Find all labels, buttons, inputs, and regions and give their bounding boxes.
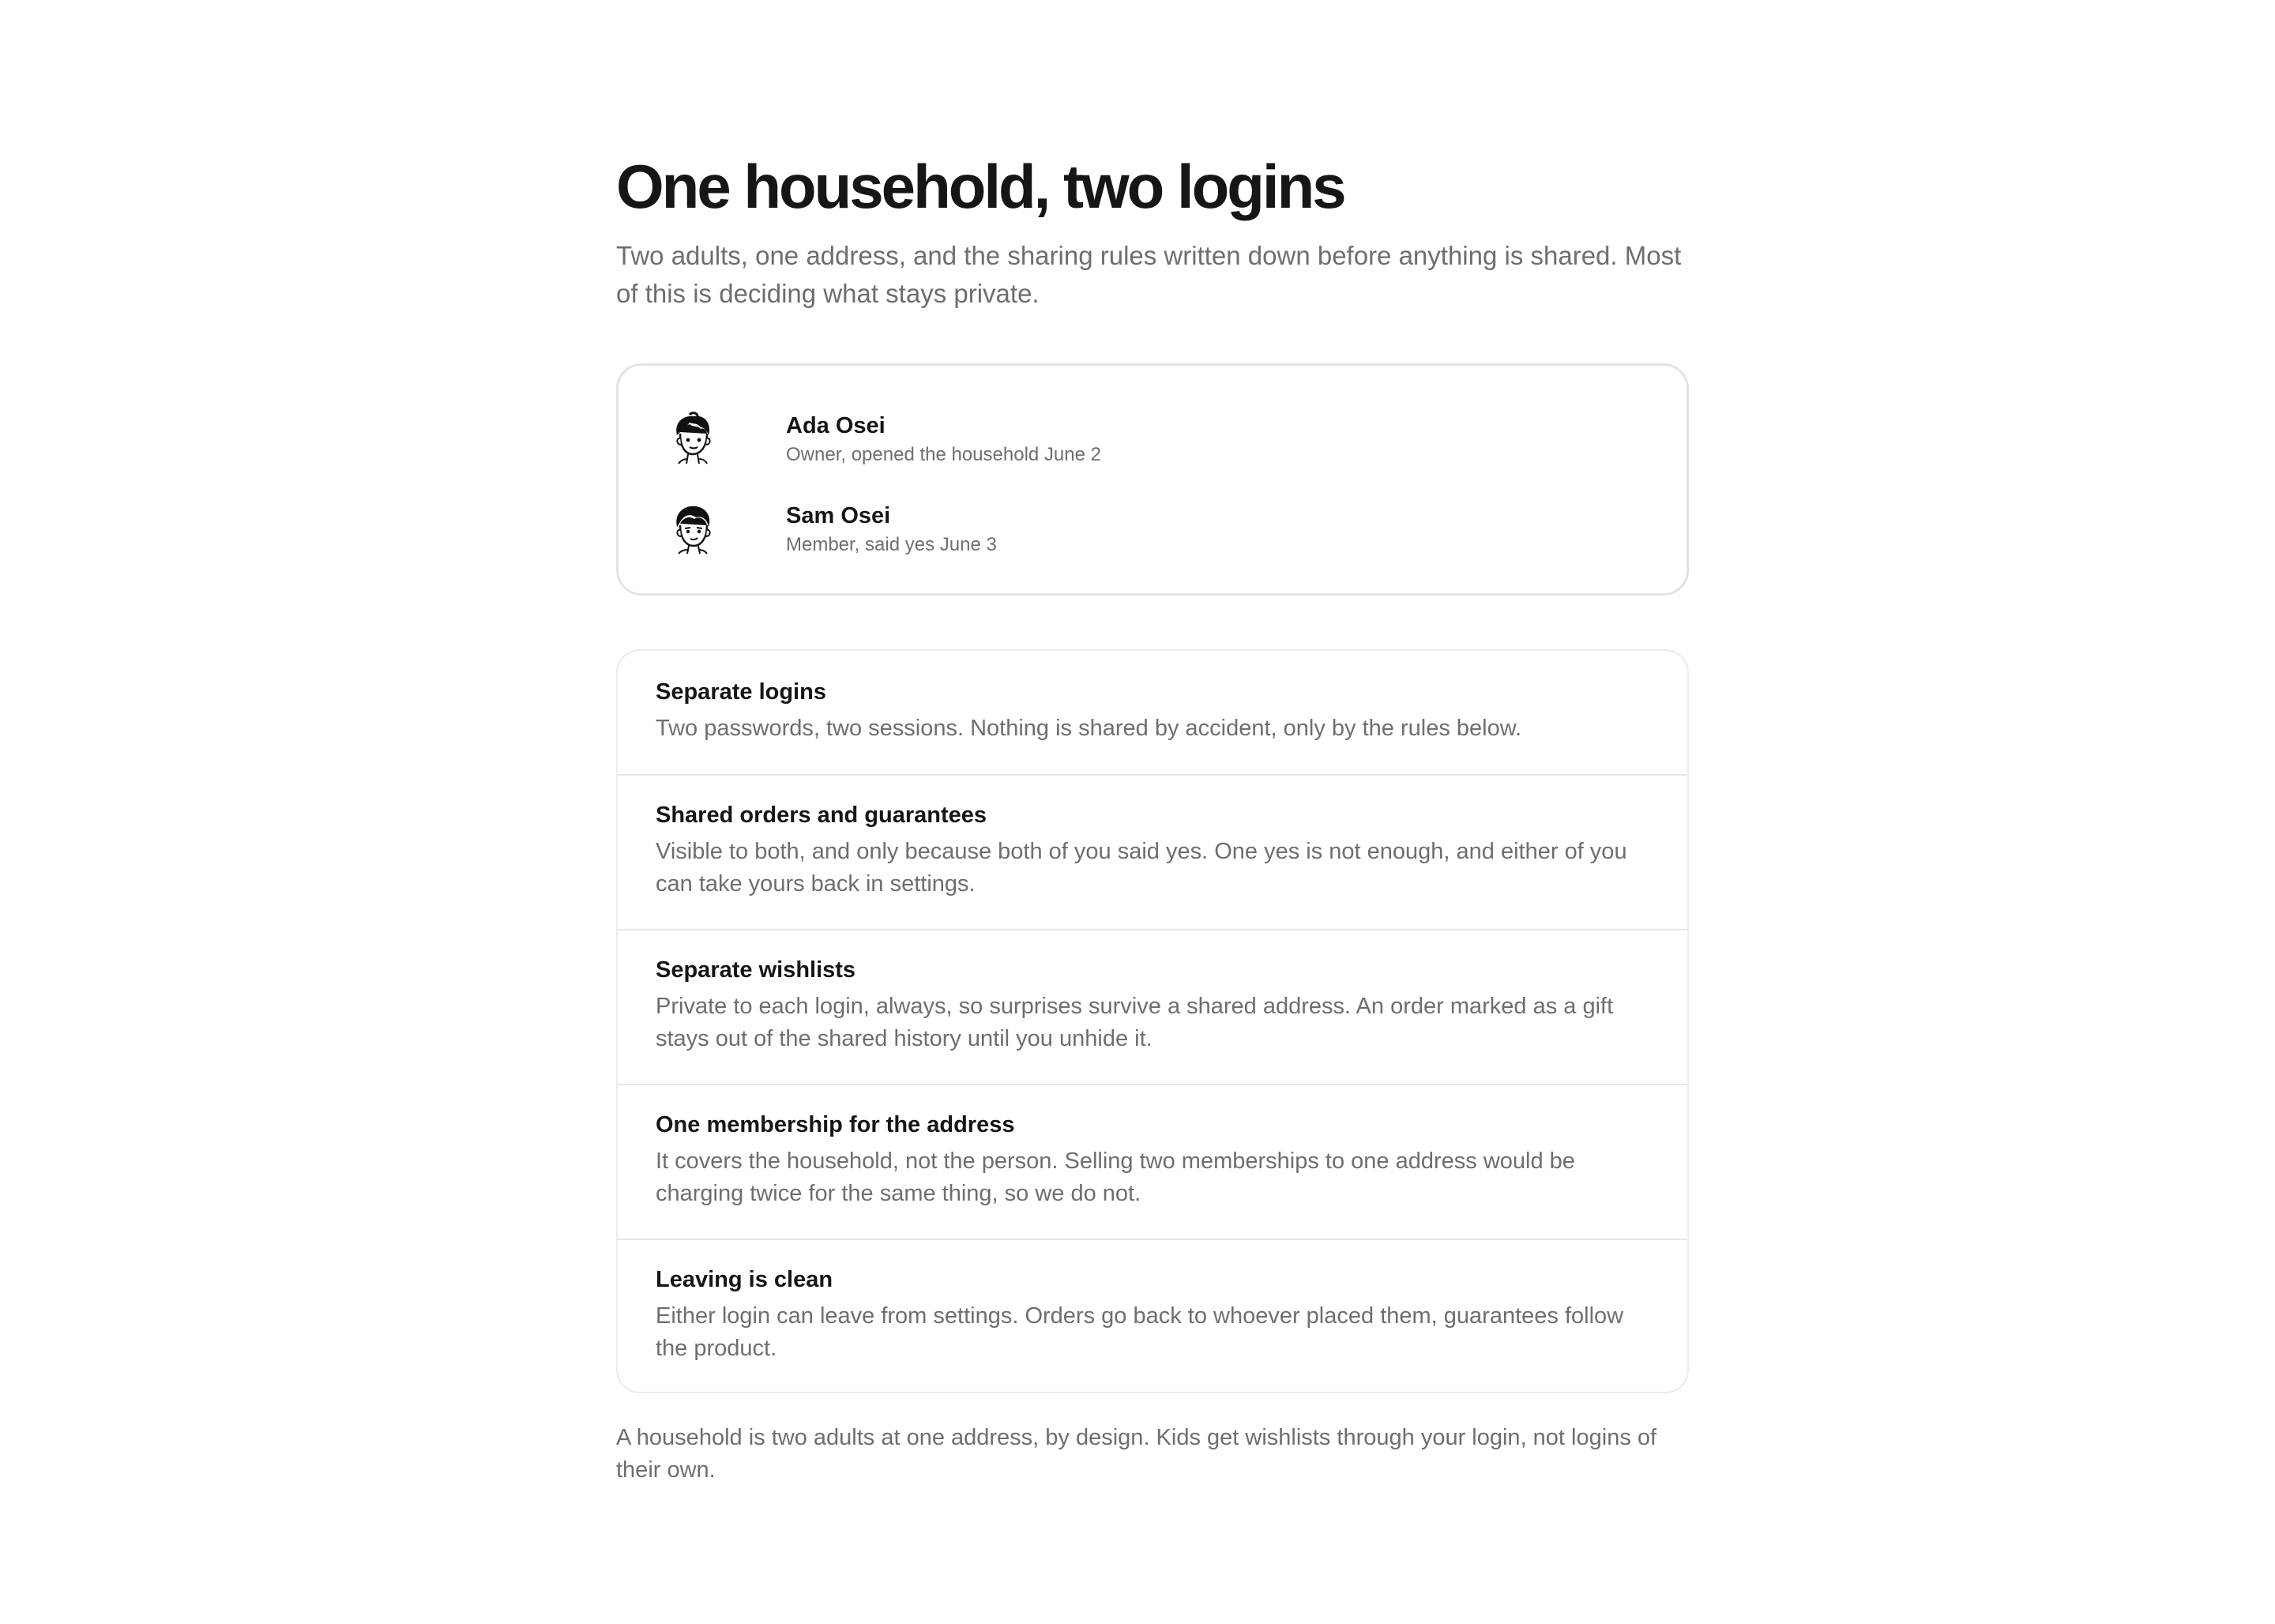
rule-one-membership [618,1084,1687,1239]
rule-body: Private to each login, always, so surprises survive a shared address. An order marked as a gift stays out of the shared history until you unhide it. [656,994,1614,1051]
rule-shared-orders [618,774,1687,929]
rule-title: Separate wishlists [656,957,856,983]
avatar-illustration-icon [666,502,720,555]
rule-body: Visible to both, and only because both of you said yes. One yes is not enough, and either of you can take yours back in settings. [656,839,1627,897]
member-ada-osei [666,408,1614,472]
member-role-meta: Member, said yes June 3 [786,534,997,555]
rule-title: Separate logins [656,679,826,705]
avatar-illustration-icon [666,412,720,465]
rule-body: Either login can leave from settings. Orders go back to whoever placed them, guarantees follow the product. [656,1303,1624,1361]
rule-body: Two passwords, two sessions. Nothing is shared by accident, only by the rules below. [656,716,1522,741]
member-role-meta: Owner, opened the household June 2 [786,444,1101,465]
rule-separate-logins [618,651,1687,774]
page-subtitle: Two adults, one address, and the sharing rules written down before anything is shared. Most of this is deciding what stays private. [616,241,1682,308]
member-name: Ada Osei [786,413,886,438]
rule-title: One membership for the address [656,1112,1015,1137]
rule-title: Leaving is clean [656,1267,833,1292]
rule-title: Shared orders and guarantees [656,803,987,828]
rule-separate-wishlists [618,929,1687,1084]
members-card [616,363,1689,596]
rule-leaving-is-clean [618,1239,1687,1393]
member-name: Sam Osei [786,503,891,528]
member-sam-osei [666,498,1614,562]
household-footnote: A household is two adults at one address, by design. Kids get wishlists through your login, not logins of their own. [616,1425,1657,1483]
sharing-rules-list [616,649,1689,1393]
page-title: One household, two logins [616,152,1344,221]
rule-body: It covers the household, not the person. Selling two memberships to one address would be charging twice for the same thing, so we do not. [656,1148,1575,1206]
